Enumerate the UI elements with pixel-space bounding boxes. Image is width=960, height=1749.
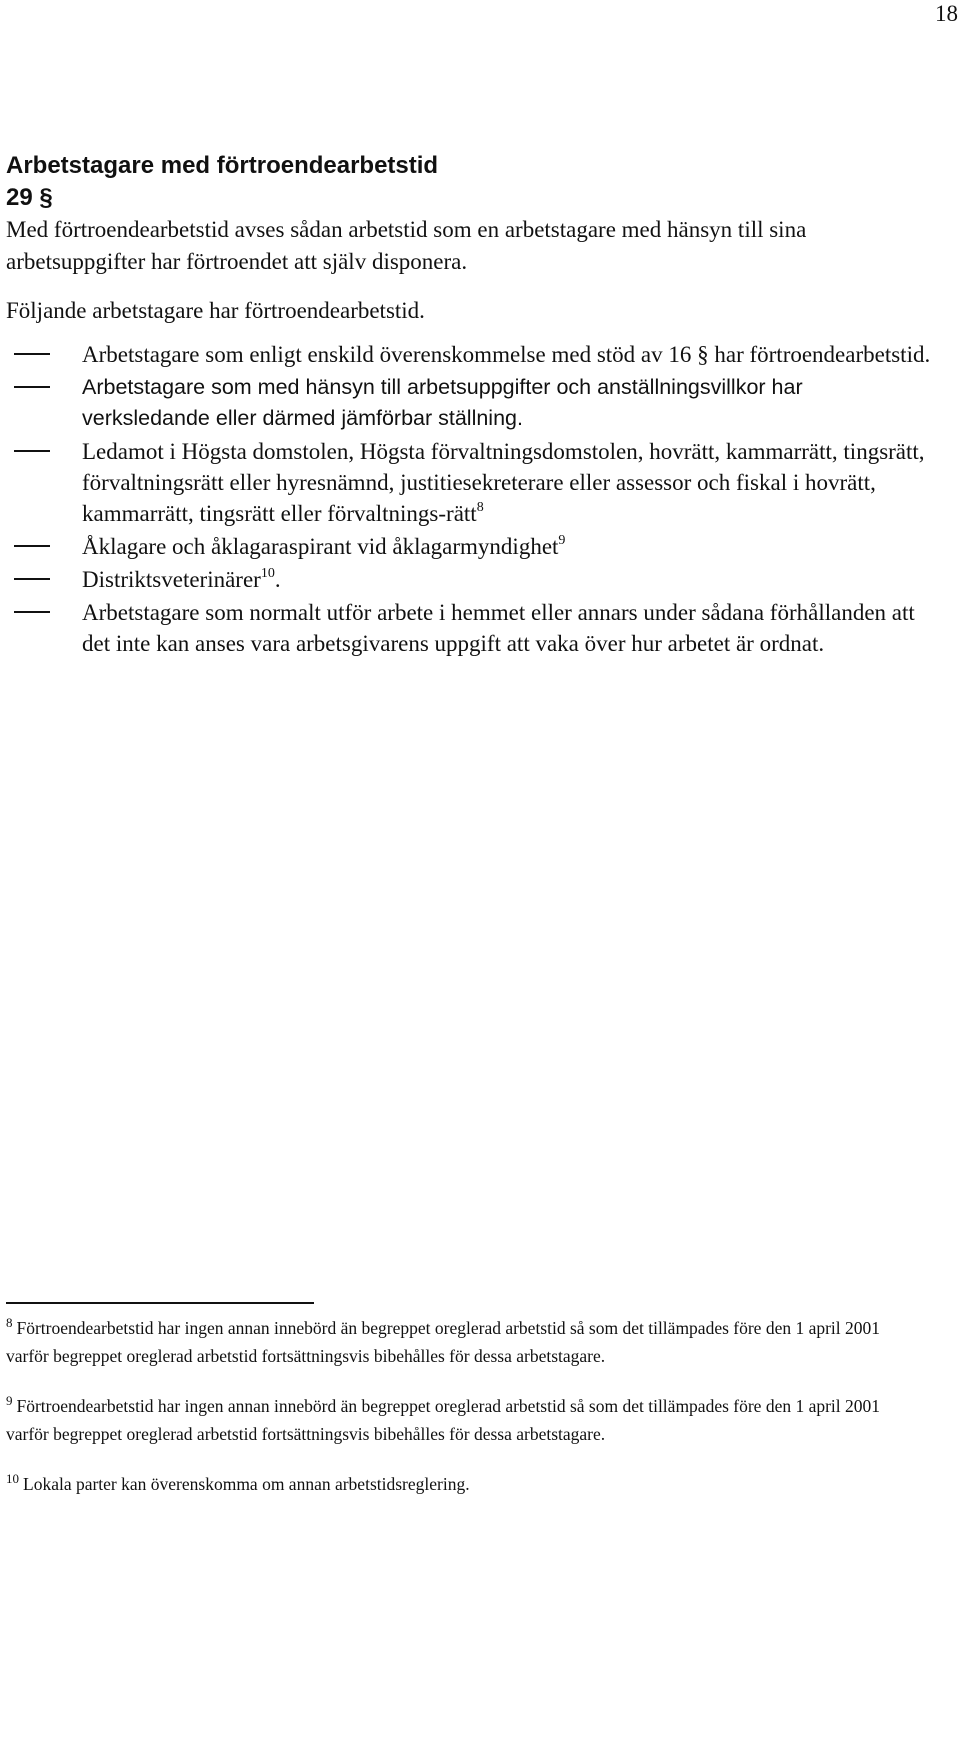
list-item bbox=[6, 597, 936, 659]
footnote-text: Förtroendearbetstid har ingen annan innebörd än begreppet oreglerad arbetstid så som det tillämpades före den 1 april 2001 varför begreppet oreglerad arbetstid fortsättningsvis bibehålles för dessa arbetstagare. bbox=[6, 1318, 881, 1366]
list-item-text-wrapper bbox=[82, 564, 936, 595]
dash-bullet-icon bbox=[14, 386, 50, 388]
list-item-text: Arbetstagare som med hänsyn till arbetsuppgifter och anställningsvillkor har verksledande eller därmed jämförbar ställning. bbox=[82, 375, 803, 430]
list-item-text: Arbetstagare som normalt utför arbete i hemmet eller annars under sådana förhållanden att det inte kan anses vara arbetsgivarens uppgift att vaka över hur arbetet är ordnat. bbox=[82, 600, 915, 656]
list-item-text: Åklagare och åklagaraspirant vid åklagarmyndighet bbox=[82, 534, 559, 559]
footnote-number: 9 bbox=[6, 1393, 13, 1408]
footnote bbox=[6, 1470, 921, 1498]
employee-category-list bbox=[6, 339, 936, 659]
footnotes-section bbox=[6, 1302, 921, 1520]
list-item-text: Ledamot i Högsta domstolen, Högsta förvaltningsdomstolen, hovrätt, kammarrätt, tingsrätt, förvaltningsrätt eller hyresnämnd, justitiesekreterare eller assessor och fiskal i hovrätt, kammarrätt, tingsrätt eller förvaltnings-rätt bbox=[82, 439, 925, 526]
page-number: 18 bbox=[935, 1, 958, 26]
footnote-reference[interactable]: 9 bbox=[558, 533, 566, 548]
dash-bullet-icon bbox=[14, 545, 50, 547]
footnote-text: Förtroendearbetstid har ingen annan innebörd än begreppet oreglerad arbetstid så som det tillämpades före den 1 april 2001 varför begreppet oreglerad arbetstid fortsättningsvis bibehålles för dessa arbetstagare. bbox=[6, 1396, 881, 1444]
dash-bullet-icon bbox=[14, 450, 50, 452]
main-content bbox=[6, 150, 936, 661]
list-item bbox=[6, 436, 936, 529]
footnote-reference[interactable]: 10 bbox=[260, 566, 275, 581]
intro-paragraph: Med förtroendearbetstid avses sådan arbetstid som en arbetstagare med hänsyn till sina arbetsuppgifter har förtroendet att själv disponera. bbox=[6, 217, 807, 274]
footnote-reference[interactable]: 8 bbox=[476, 500, 484, 515]
following-paragraph: Följande arbetstagare har förtroendearbetstid. bbox=[6, 298, 425, 323]
dash-bullet-icon bbox=[14, 611, 50, 613]
list-item-text: Arbetstagare som enligt enskild överenskommelse med stöd av 16 § har förtroendearbetstid. bbox=[82, 342, 931, 367]
dash-bullet-icon bbox=[14, 353, 50, 355]
section-label: 29 § bbox=[6, 184, 53, 211]
list-item bbox=[6, 372, 936, 434]
footnote-number: 10 bbox=[6, 1471, 19, 1486]
list-item-suffix: . bbox=[274, 567, 281, 592]
list-item-text-wrapper bbox=[82, 531, 936, 562]
list-item bbox=[6, 564, 936, 595]
footnote-number: 8 bbox=[6, 1315, 13, 1330]
footnote-text: Lokala parter kan överenskomma om annan arbetstidsreglering. bbox=[23, 1474, 470, 1494]
list-item bbox=[6, 531, 936, 562]
list-item bbox=[6, 339, 936, 370]
footnote-divider bbox=[6, 1302, 314, 1304]
list-item-text-wrapper bbox=[82, 436, 936, 529]
list-item-text: Distriktsveterinärer bbox=[82, 567, 261, 592]
dash-bullet-icon bbox=[14, 578, 50, 580]
section-heading: Arbetstagare med förtroendearbetstid bbox=[6, 152, 439, 179]
footnote bbox=[6, 1314, 921, 1370]
footnote bbox=[6, 1392, 921, 1448]
